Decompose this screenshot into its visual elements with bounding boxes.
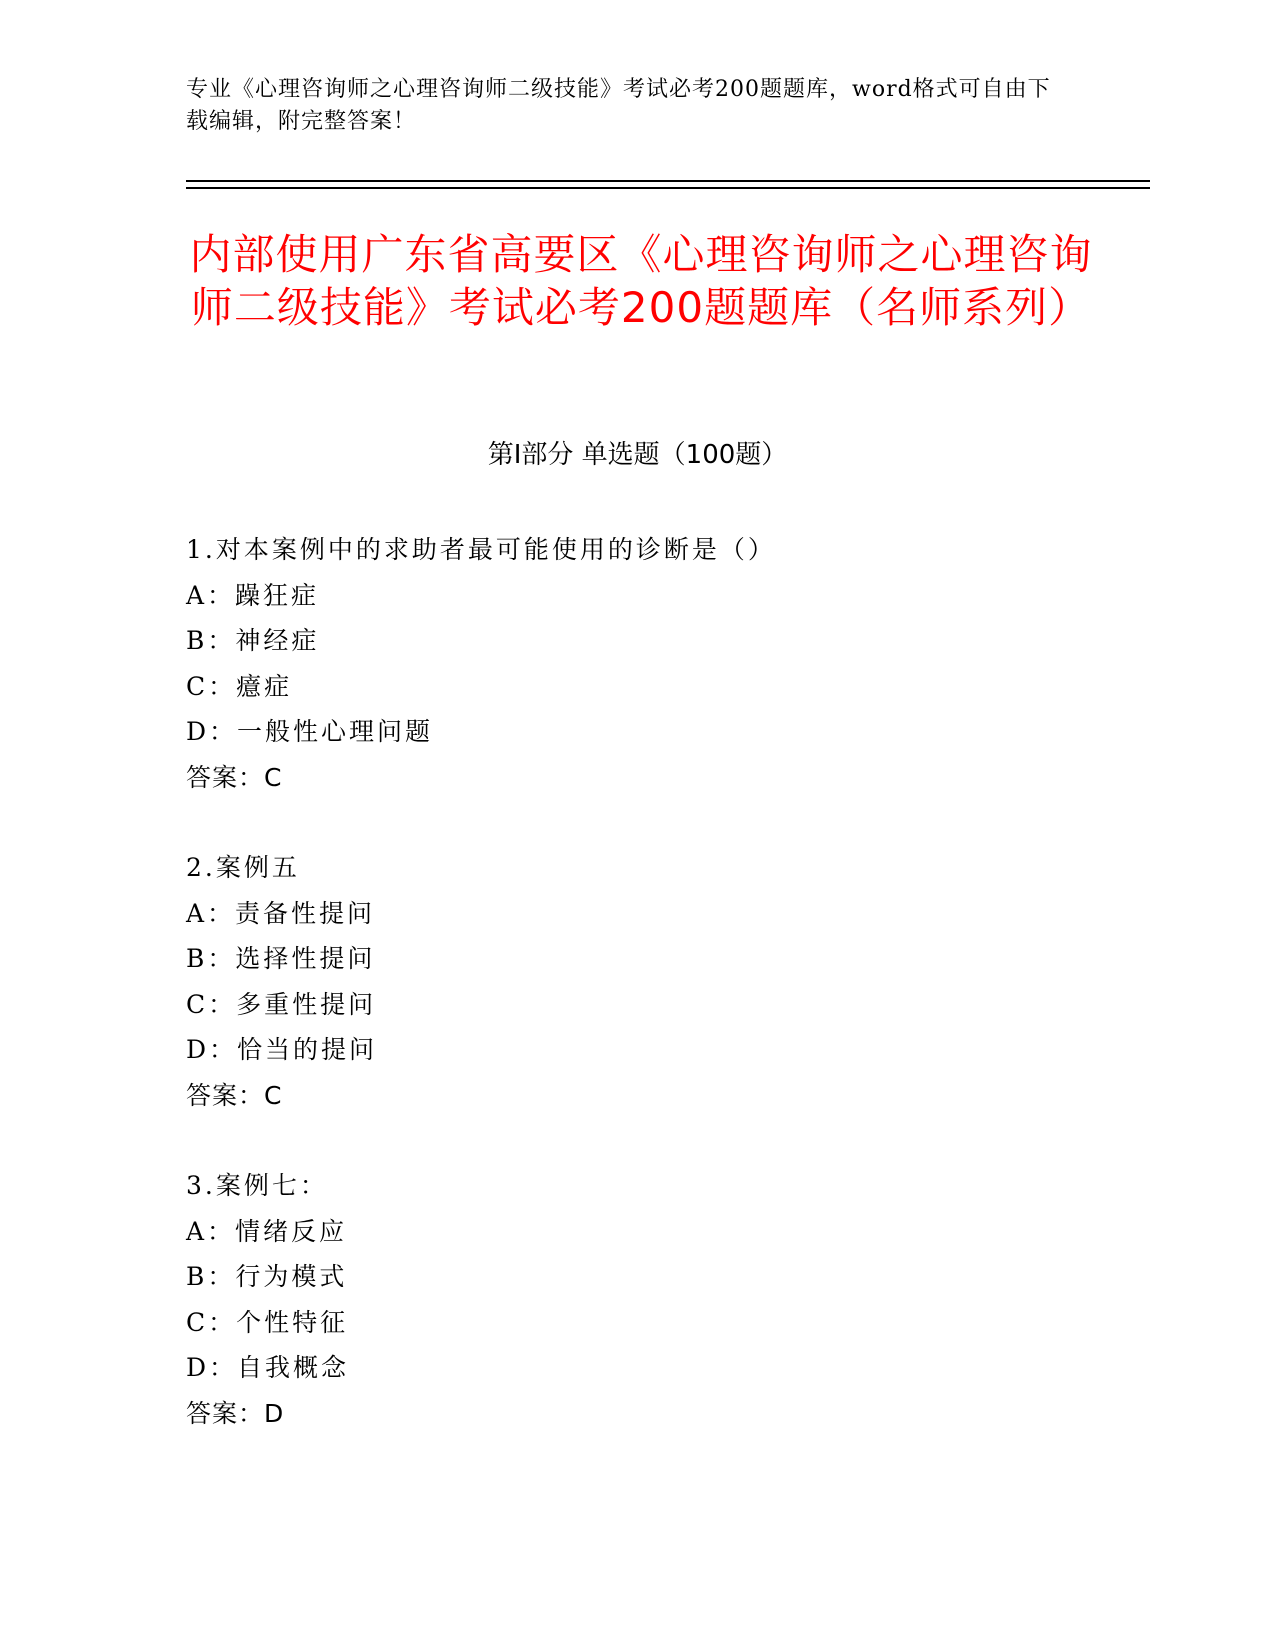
question-stem: 3.案例七：	[186, 1171, 328, 1200]
question-3	[186, 1163, 1146, 1436]
question-stem: 2.案例五	[186, 853, 300, 882]
document-title: 内部使用广东省高要区《心理咨询师之心理咨询师二级技能》考试必考200题题库（名师系列）	[189, 230, 1093, 332]
option-b: B：选择性提问	[186, 944, 376, 973]
option-c: C：个性特征	[186, 1307, 349, 1337]
question-stem: 1.对本案例中的求助者最可能使用的诊断是（）	[186, 535, 776, 564]
option-a: A：情绪反应	[186, 1216, 348, 1246]
header-rule-bottom	[186, 187, 1150, 189]
option-c: C：多重性提问	[186, 989, 377, 1019]
question-2	[186, 845, 1146, 1118]
option-a: A：躁狂症	[186, 580, 320, 610]
option-d: D：一般性心理问题	[186, 717, 434, 746]
option-b: B：行为模式	[186, 1262, 348, 1291]
option-d: D：自我概念	[186, 1353, 350, 1382]
header-rule-top	[186, 180, 1150, 182]
question-list	[186, 527, 1146, 1481]
section-title: 第I部分 单选题（100题）	[487, 440, 788, 470]
option-d: D：恰当的提问	[186, 1035, 378, 1064]
answer: 答案：C	[186, 1080, 283, 1110]
option-b: B：神经症	[186, 626, 320, 655]
question-1	[186, 527, 1146, 800]
header-note: 专业《心理咨询师之心理咨询师二级技能》考试必考200题题库，word格式可自由下载编辑，附完整答案！	[186, 77, 1051, 134]
answer: 答案：D	[186, 1398, 285, 1428]
option-c: C：癔症	[186, 671, 293, 701]
answer: 答案：C	[186, 762, 283, 792]
option-a: A：责备性提问	[186, 898, 376, 928]
